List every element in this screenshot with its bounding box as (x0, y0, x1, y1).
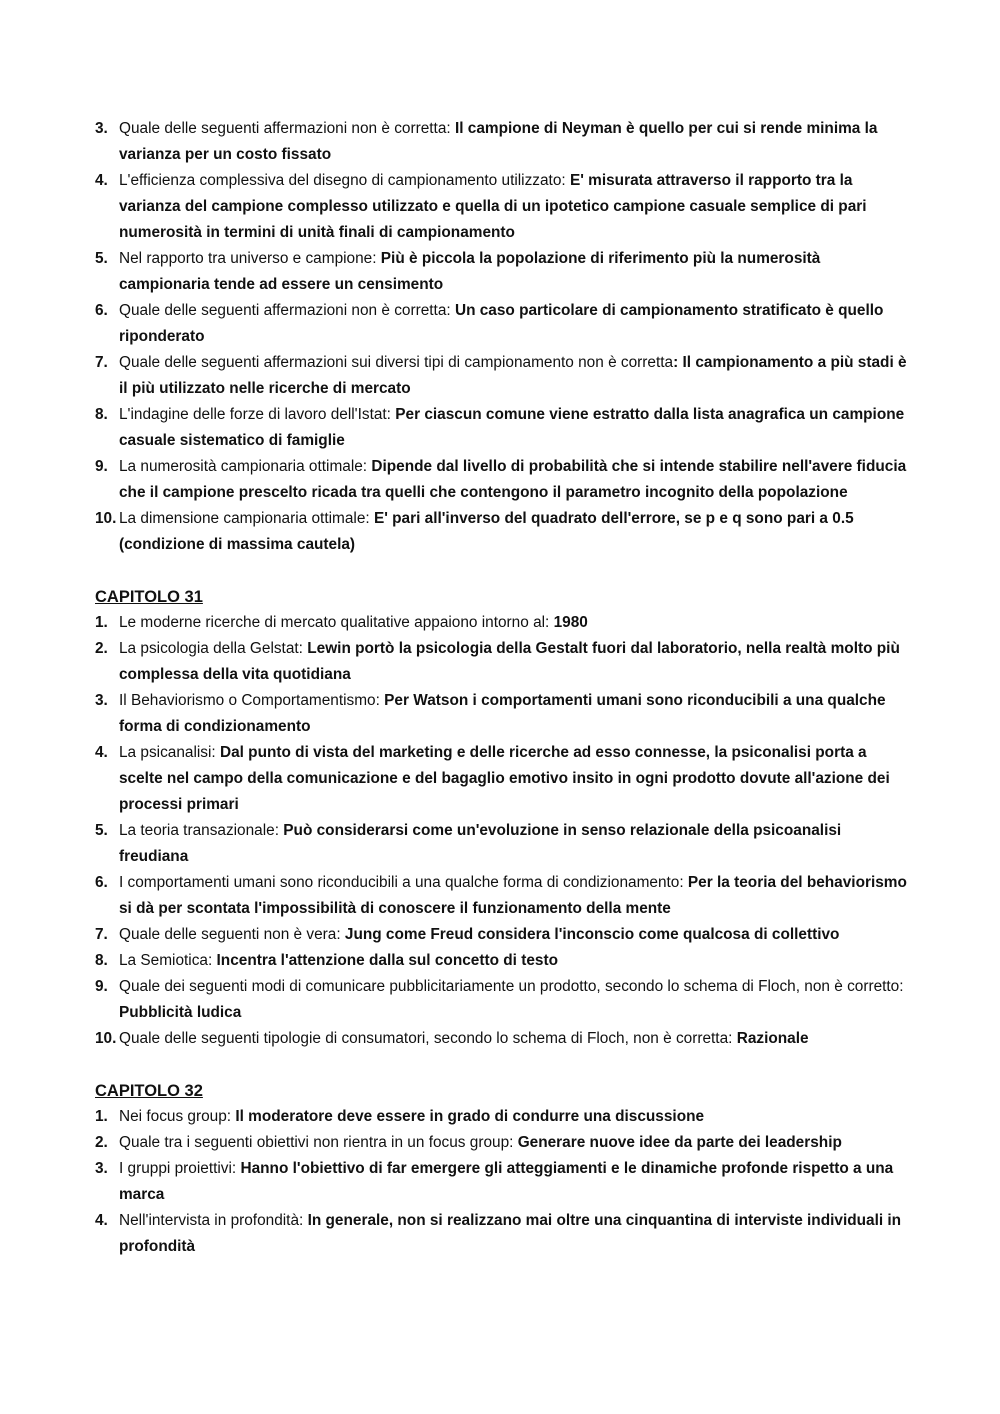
list-item (95, 402, 910, 454)
question-text: Quale delle seguenti affermazioni non è corretta: (119, 302, 455, 319)
list-item (95, 1130, 910, 1156)
list-item (95, 350, 910, 402)
item-number: 2. (95, 640, 108, 657)
item-number: 5. (95, 250, 108, 267)
list-item (95, 974, 910, 1026)
question-text: I gruppi proiettivi: (119, 1160, 241, 1177)
answer-text: Lewin portò la psicologia della Gestalt fuori dal laboratorio, nella realtà molto più complessa della vita quotidiana (119, 640, 900, 683)
list-item (95, 1208, 910, 1260)
question-text: La Semiotica: (119, 952, 217, 969)
item-number: 2. (95, 1134, 108, 1151)
item-number: 3. (95, 120, 108, 137)
answer-text: Hanno l'obiettivo di far emergere gli atteggiamenti e le dinamiche profonde rispetto a una marca (119, 1160, 894, 1203)
answer-text: In generale, non si realizzano mai oltre una cinquantina di interviste individuali in profondità (119, 1212, 902, 1255)
question-text: La psicologia della Gelstat: (119, 640, 308, 657)
question-text: Il Behaviorismo o Comportamentismo: (119, 692, 385, 709)
item-number: 4. (95, 1212, 108, 1229)
answer-text: Il campione di Neyman è quello per cui si rende minima la varianza per un costo fissato (119, 120, 878, 163)
item-number: 7. (95, 354, 108, 371)
question-text: L'indagine delle forze di lavoro dell'Istat: (119, 406, 396, 423)
chapter-32-section (95, 1078, 910, 1260)
answer-text: Un caso particolare di campionamento stratificato è quello riponderato (119, 302, 884, 345)
list-item (95, 740, 910, 818)
question-text: Nei focus group: (119, 1108, 236, 1125)
question-text: La teoria transazionale: (119, 822, 284, 839)
item-number: 8. (95, 406, 108, 423)
item-number: 9. (95, 458, 108, 475)
question-text: La numerosità campionaria ottimale: (119, 458, 372, 475)
answer-text: Per ciascun comune viene estratto dalla lista anagrafica un campione casuale sistematico di famiglie (119, 406, 905, 449)
list-item (95, 168, 910, 246)
answer-text: : Il campionamento a più stadi è il più utilizzato nelle ricerche di mercato (119, 354, 907, 397)
question-text: Nell'intervista in profondità: (119, 1212, 308, 1229)
question-text: L'efficienza complessiva del disegno di campionamento utilizzato: (119, 172, 570, 189)
answer-text: Per Watson i comportamenti umani sono riconducibili a una qualche forma di condizionamento (119, 692, 886, 735)
chapter-31-title: CAPITOLO 31 (95, 588, 203, 606)
chapter-32-title: CAPITOLO 32 (95, 1082, 203, 1100)
answer-text: E' misurata attraverso il rapporto tra la varianza del campione complesso utilizzato e quella di un ipotetico campione casuale semplice di pari numerosità in termini di unità finali di campionamento (119, 172, 867, 241)
answer-text: Generare nuove idee da parte dei leadership (517, 1134, 842, 1151)
list-item (95, 454, 910, 506)
item-number: 10. (95, 510, 117, 527)
question-text: Quale dei seguenti modi di comunicare pubblicitariamente un prodotto, secondo lo schema di Floch, non è corretto: (119, 978, 904, 995)
answer-text: Jung come Freud considera l'inconscio come qualcosa di collettivo (344, 926, 840, 943)
document-page (95, 116, 910, 1260)
list-item (95, 298, 910, 350)
answer-text: Può considerarsi come un'evoluzione in senso relazionale della psicoanalisi freudiana (119, 822, 842, 865)
item-number: 4. (95, 172, 108, 189)
answer-text: Più è piccola la popolazione di riferimento più la numerosità campionaria tende ad essere un censimento (119, 250, 821, 293)
list-item (95, 818, 910, 870)
list-item (95, 610, 910, 636)
question-text: La psicanalisi: (119, 744, 220, 761)
answer-text: Per la teoria del behaviorismo si dà per scontata l'impossibilità di conoscere il funzionamento della mente (119, 874, 907, 917)
item-number: 5. (95, 822, 108, 839)
question-text: Quale delle seguenti non è vera: (119, 926, 345, 943)
list-item (95, 116, 910, 168)
question-text: Le moderne ricerche di mercato qualitative appaiono intorno al: (119, 614, 554, 631)
item-number: 10. (95, 1030, 117, 1047)
list-item (95, 688, 910, 740)
list-item (95, 1026, 910, 1052)
question-text: I comportamenti umani sono riconducibili a una qualche forma di condizionamento: (119, 874, 688, 891)
list-item (95, 948, 910, 974)
question-text: Quale tra i seguenti obiettivi non rientra in un focus group: (119, 1134, 518, 1151)
answer-text: Razionale (736, 1030, 809, 1047)
list-item (95, 246, 910, 298)
question-text: Quale delle seguenti affermazioni sui diversi tipi di campionamento non è corretta (119, 354, 674, 371)
list-item (95, 506, 910, 558)
item-number: 6. (95, 302, 108, 319)
question-text: Quale delle seguenti tipologie di consumatori, secondo lo schema di Floch, non è corretta: (119, 1030, 737, 1047)
answer-text: Dipende dal livello di probabilità che si intende stabilire nell'avere fiducia che il campione prescelto ricada tra quelli che contengono il parametro incognito della popolazione (119, 458, 907, 501)
answer-text: Pubblicità ludica (119, 1004, 242, 1021)
answer-text: Incentra l'attenzione dalla sul concetto di testo (216, 952, 558, 969)
item-number: 9. (95, 978, 108, 995)
chapter-31-section (95, 584, 910, 1052)
item-number: 3. (95, 692, 108, 709)
list-item (95, 922, 910, 948)
question-text: La dimensione campionaria ottimale: (119, 510, 374, 527)
list-item (95, 870, 910, 922)
item-number: 1. (95, 1108, 108, 1125)
answer-text: 1980 (553, 614, 588, 631)
question-text: Quale delle seguenti affermazioni non è corretta: (119, 120, 455, 137)
item-number: 6. (95, 874, 108, 891)
answer-text: E' pari all'inverso del quadrato dell'errore, se p e q sono pari a 0.5 (condizione di massima cautela) (119, 510, 854, 553)
intro-list (95, 116, 910, 558)
list-item (95, 1104, 910, 1130)
answer-text: Dal punto di vista del marketing e delle ricerche ad esso connesse, la psiconalisi porta a scelte nel campo della comunicazione e del bagaglio emotivo insito in ogni prodotto dovute all'azione dei processi primari (119, 744, 890, 813)
list-item (95, 1156, 910, 1208)
item-number: 7. (95, 926, 108, 943)
item-number: 8. (95, 952, 108, 969)
item-number: 4. (95, 744, 108, 761)
item-number: 3. (95, 1160, 108, 1177)
answer-text: Il moderatore deve essere in grado di condurre una discussione (235, 1108, 705, 1125)
question-text: Nel rapporto tra universo e campione: (119, 250, 381, 267)
list-item (95, 636, 910, 688)
item-number: 1. (95, 614, 108, 631)
